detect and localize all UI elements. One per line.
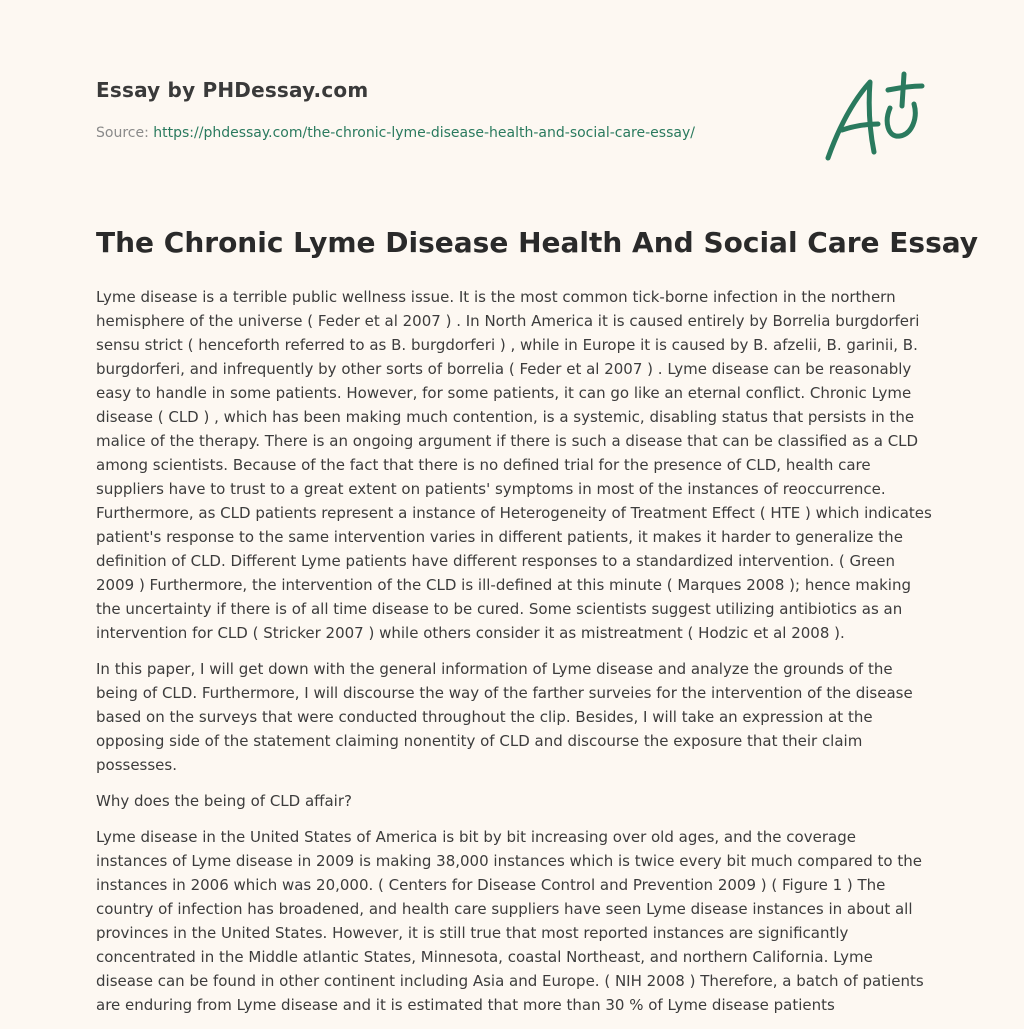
essay-paragraph: Lyme disease in the United States of America is bit by bit increasing over old ages, and the coverage instances of Lyme disease in 2009 is making 38,000 instances which is twice every bit much compared to the instances in 2006 which was 20,000. ( Centers for Disease Control and Prevention 2009 ) ( Figure 1 ) The country of infection has broadened, and health care suppliers have seen Lyme disease instances in about all provinces in the United States. However, it is still true that most reported instances are significantly concentrated in the Middle atlantic States, Minnesota, coastal Northeast, and northern California. Lyme disease can be found in other continent including Asia and Europe. ( NIH 2008 ) Therefore, a batch of patients are enduring from Lyme disease and it is estimated that more than 30 % of Lyme disease patients (96, 828, 924, 1014)
essay-subheading: Why does the being of CLD affair? (96, 792, 352, 810)
essay-paragraph: Lyme disease is a terrible public wellness issue. It is the most common tick-borne infection in the northern hemisphere of the universe ( Feder et al 2007 ) . In North America it is caused entirely by Borrelia burgdorferi sensu strict ( henceforth referred to as B. burgdorferi ) , while in Europe it is caused by B. afzelii, B. garinii, B. burgdorferi, and infrequently by other sorts of borrelia ( Feder et al 2007 ) . Lyme disease can be reasonably easy to handle in some patients. However, for some patients, it can go like an eternal conflict. Chronic Lyme disease ( CLD ) , which has been making much contention, is a systemic, disabling status that persists in the malice of the therapy. There is an ongoing argument if there is such a disease that can be classified as a CLD among scientists. Because of the fact that there is no defined trial for the presence of CLD, health care suppliers have to trust to a great extent on patients' symptoms in most of the instances of reoccurrence. Furthermore, as CLD patients represent a instance of Heterogeneity of Treatment Effect ( HTE ) which indicates patient's response to the same intervention varies in different patients, it makes it harder to generalize the definition of CLD. Different Lyme patients have different responses to a standardized intervention. ( Green 2009 ) Furthermore, the intervention of the CLD is ill-defined at this minute ( Marques 2008 ); hence making the uncertainty if there is of all time disease to be cured. Some scientists suggest utilizing antibiotics as an intervention for CLD ( Stricker 2007 ) while others consider it as mistreatment ( Hodzic et al 2008 ). (96, 288, 932, 642)
source-label: Source: (96, 125, 154, 141)
essay-title: The Chronic Lyme Disease Health And Social Care Essay (96, 226, 979, 259)
source-link[interactable]: https://phdessay.com/the-chronic-lyme-disease-health-and-social-care-essay/ (153, 125, 695, 141)
source-line (96, 125, 695, 141)
essay-body (96, 285, 932, 1029)
site-title: Essay by PHDessay.com (96, 78, 369, 102)
a-plus-logo-icon (820, 68, 930, 168)
essay-paragraph: In this paper, I will get down with the general information of Lyme disease and analyze the grounds of the being of CLD. Furthermore, I will discourse the way of the farther surveies for the intervention of the disease based on the surveys that were conducted throughout the clip. Besides, I will take an expression at the opposing side of the statement claiming nonentity of CLD and discourse the exposure that their claim possesses. (96, 660, 913, 774)
